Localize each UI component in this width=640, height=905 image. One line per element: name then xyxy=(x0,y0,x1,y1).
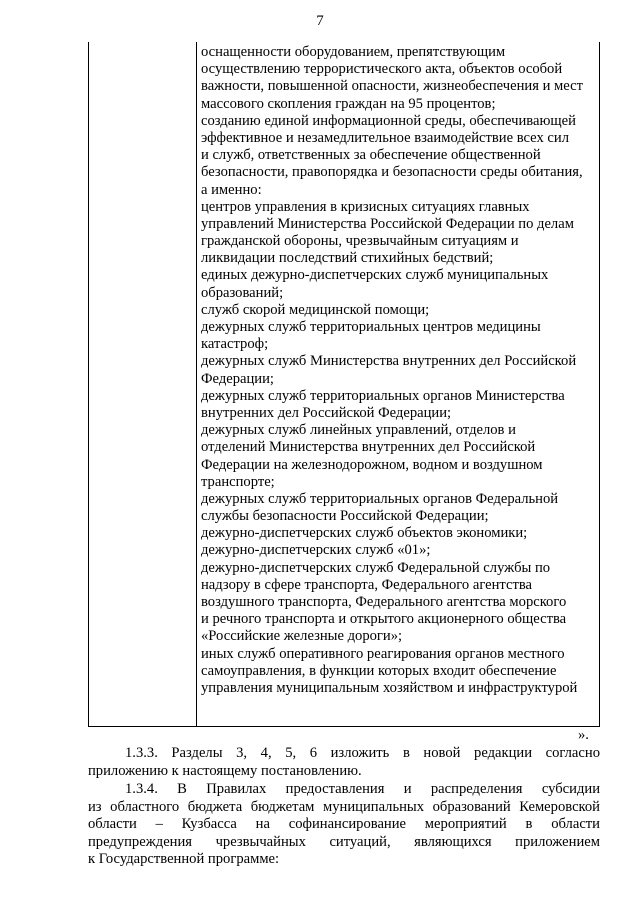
table-cell-line: внутренних дел Российской Федерации; xyxy=(201,404,452,421)
table-cell-line: важности, повышенной опасности, жизнеобеспечения и мест xyxy=(201,78,583,95)
table-cell-line: самоуправления, в функции которых входит обеспечение xyxy=(201,662,557,679)
paragraph-line: к Государственной программе: xyxy=(88,851,280,868)
paragraph-line: 1.3.4. В Правилах предоставления и распределения субсидии xyxy=(125,781,600,797)
table-cell-line: управления муниципальным хозяйством и инфраструктурой xyxy=(201,679,578,696)
closing-quote: ». xyxy=(578,727,589,743)
table-cell-line: гражданской обороны, чрезвычайным ситуациям и xyxy=(201,233,519,250)
table-cell-line: отделений Министерства внутренних дел Российской xyxy=(201,439,536,456)
table-cell-line: служб скорой медицинской помощи; xyxy=(201,301,430,318)
table-left-cell xyxy=(89,42,196,726)
table-cell-line: дежурных служб линейных управлений, отделов и xyxy=(201,422,516,439)
table-cell-line: осуществлению террористического акта, объектов особой xyxy=(201,61,563,78)
table-cell-line: и речного транспорта и открытого акционерного общества xyxy=(201,611,567,628)
table-cell-line: «Российские железные дороги»; xyxy=(201,628,403,645)
table-cell-line: образований; xyxy=(201,284,284,301)
table-cell-line: центров управления в кризисных ситуациях главных xyxy=(201,198,530,215)
table-cell-line: и служб, ответственных за обеспечение общественной xyxy=(201,147,541,164)
paragraph-line: приложению к настоящему постановлению. xyxy=(88,762,362,779)
table-right-cell xyxy=(201,44,597,697)
table-cell-line: дежурных служб территориальных органов Министерства xyxy=(201,387,565,404)
table-cell-line: эффективное и незамедлительное взаимодействие всех сил xyxy=(201,129,569,146)
table-cell-line: Федерации на железнодорожном, водном и воздушном xyxy=(201,456,543,473)
table-cell-line: массового скопления граждан на 95 процентов; xyxy=(201,95,496,112)
paragraph-line: области – Кузбасса на софинансирование мероприятий в области xyxy=(88,816,600,833)
table-cell-line: дежурно-диспетчерских служб объектов экономики; xyxy=(201,525,528,542)
table-cell-line: Федерации; xyxy=(201,370,274,387)
table-cell-line: созданию единой информационной среды, обеспечивающей xyxy=(201,112,576,129)
table-column-divider xyxy=(196,42,197,726)
table-cell-line: службы безопасности Российской Федерации; xyxy=(201,508,489,525)
paragraph-line: предупреждения чрезвычайных ситуаций, являющихся приложением xyxy=(88,833,600,850)
paragraph-line: из областного бюджета бюджетам муниципальных образований Кемеровской xyxy=(88,798,600,815)
table-cell-line: транспорте; xyxy=(201,473,275,490)
page-number: 7 xyxy=(316,13,324,29)
table-cell-line: надзору в сфере транспорта, Федерального агентства xyxy=(201,576,533,593)
table-cell-line: единых дежурно-диспетчерских служб муниципальных xyxy=(201,267,549,284)
table-cell-line: дежурно-диспетчерских служб «01»; xyxy=(201,542,431,559)
table-cell-line: воздушного транспорта, Федерального агентства морского xyxy=(201,594,567,610)
table-cell-line: дежурных служб территориальных центров медицины xyxy=(201,319,541,335)
table-cell-line: управлений Министерства Российской Федерации по делам xyxy=(201,215,574,232)
paragraph-1-3-4 xyxy=(88,781,600,869)
paragraph-1-3-3 xyxy=(88,745,600,780)
table-cell-line: иных служб оперативного реагирования органов местного xyxy=(201,645,565,662)
table-cell-line: дежурных служб территориальных органов Федеральной xyxy=(201,490,559,507)
table-cell-line: катастроф; xyxy=(201,336,269,353)
table-cell-line: оснащенности оборудованием, препятствующим xyxy=(201,44,506,60)
paragraph-line: 1.3.3. Разделы 3, 4, 5, 6 изложить в новой редакции согласно xyxy=(125,745,600,761)
table-cell-line: безопасности, правопорядка и безопасности среды обитания, xyxy=(201,164,583,181)
table-cell-line: а именно: xyxy=(201,181,262,198)
table-cell-line: дежурно-диспетчерских служб Федеральной службы по xyxy=(201,559,551,576)
table-cell-line: ликвидации последствий стихийных бедствий; xyxy=(201,250,494,267)
table-cell-line: дежурных служб Министерства внутренних дел Российской xyxy=(201,353,577,370)
document-table xyxy=(88,42,600,727)
